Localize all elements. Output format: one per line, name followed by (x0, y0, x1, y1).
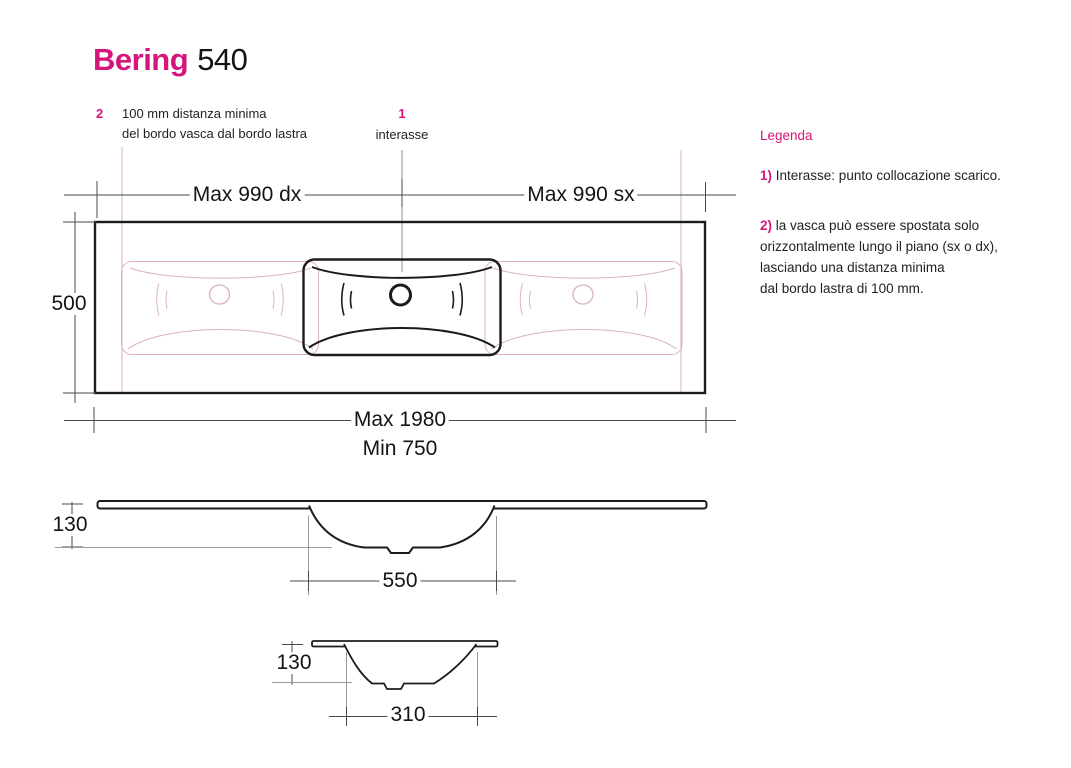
dim-label-310: 310 (387, 704, 428, 726)
legend-item-1-text: Interasse: punto collocazione scarico. (775, 168, 1001, 183)
product-model: 540 (197, 42, 248, 77)
legend-item-2-line3: lasciando una distanza minima (760, 260, 945, 275)
dim-label-max-1980: Max 1980 (351, 409, 449, 431)
dim-label-130-side: 130 (273, 652, 314, 674)
dim-label-500: 500 (48, 293, 89, 315)
ghost-basin-right (485, 262, 682, 355)
legend-item-2-line2: orizzontalmente lungo il piano (sx o dx), (760, 239, 998, 254)
note2-line2: del bordo vasca dal bordo lastra (122, 126, 308, 141)
central-basin (304, 260, 501, 356)
dim-label-max-990-sx: Max 990 sx (524, 184, 637, 206)
legend-item-2-line1: la vasca può essere spostata solo (775, 218, 980, 233)
legend-item-2-line4: dal bordo lastra di 100 mm. (760, 281, 924, 296)
dim-label-min-750: Min 750 (362, 437, 438, 460)
ghost-basin-left (122, 262, 319, 355)
basin-profile (309, 506, 495, 554)
dim-label-550: 550 (379, 570, 420, 592)
legend-item-2 (760, 215, 1050, 299)
note2-number: 2 (96, 106, 104, 121)
note2-text (122, 104, 307, 144)
legend-item-1-number: 1) (760, 168, 773, 183)
basin-section (344, 644, 477, 689)
legend-heading: Legenda (760, 128, 813, 143)
note1-number: 1 (398, 106, 406, 121)
note2-line1: 100 mm distanza minima (122, 106, 267, 121)
ghost-drain-right-icon (573, 285, 593, 304)
dim-label-max-990-dx: Max 990 dx (190, 184, 305, 206)
ghost-drain-left-icon (210, 285, 230, 304)
product-brand: Bering (93, 42, 189, 77)
page-title (93, 42, 247, 78)
legend-item-2-number: 2) (760, 218, 773, 233)
drain-hole-icon (391, 285, 411, 305)
dim-label-130-front: 130 (49, 514, 90, 536)
slab-outline (95, 222, 705, 393)
legend-item-1 (760, 165, 1001, 186)
note1-label: interasse (375, 127, 429, 142)
